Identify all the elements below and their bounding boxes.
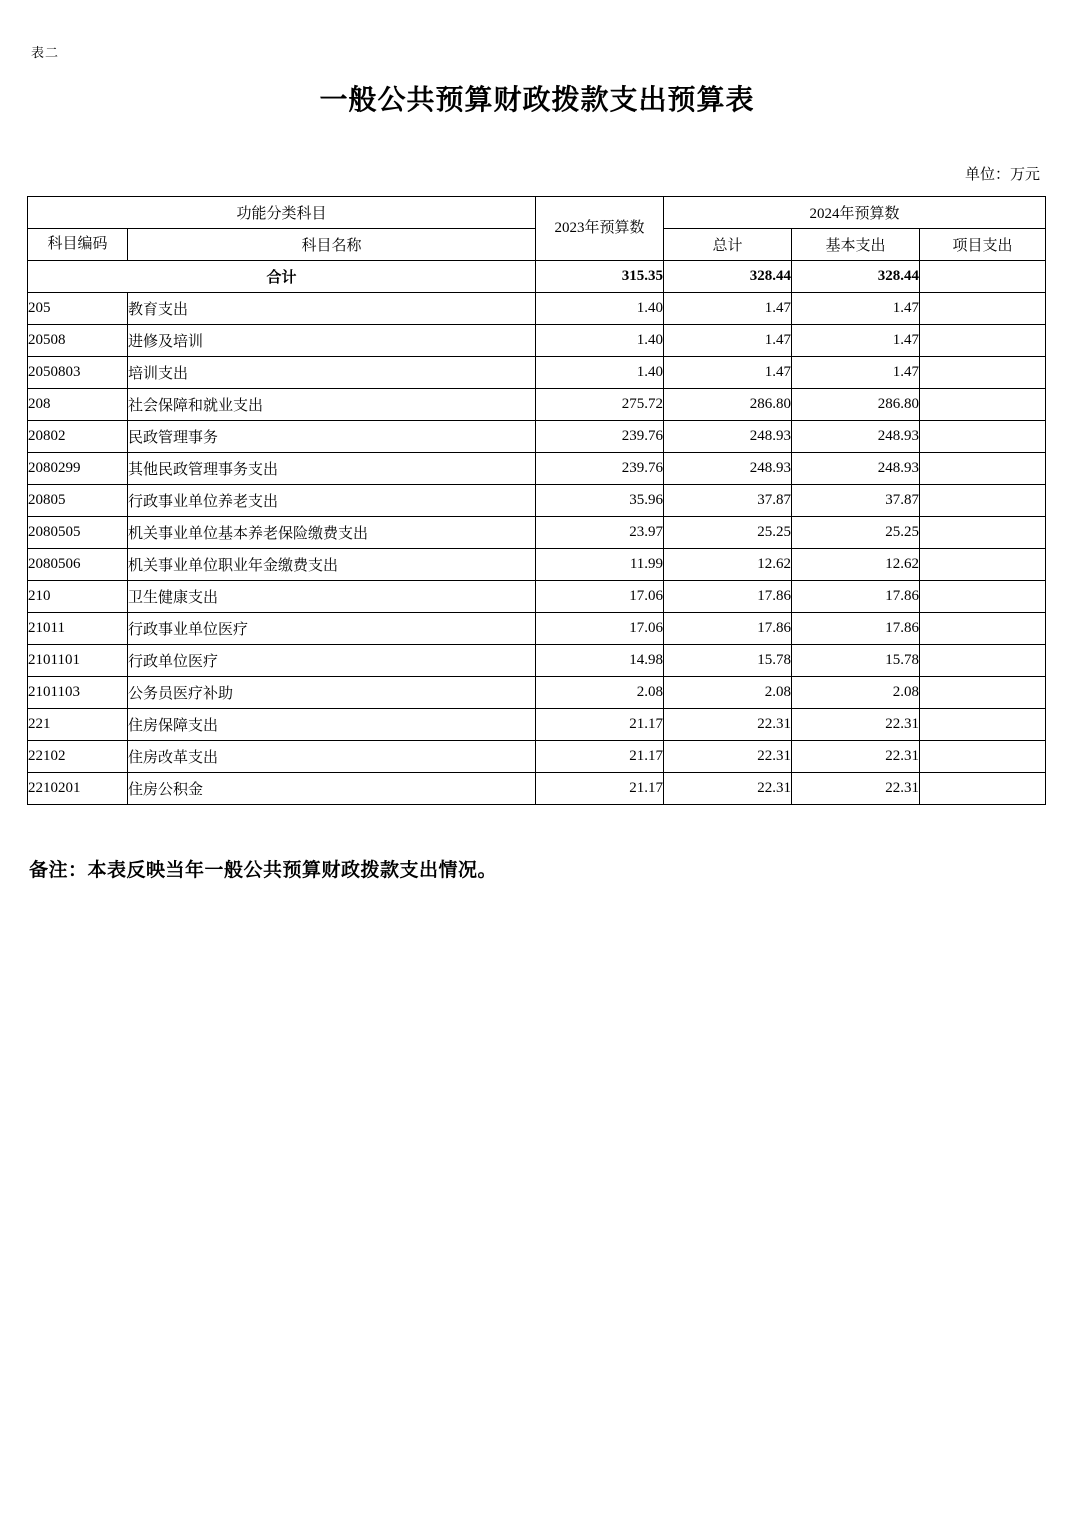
cell-basic: 248.93 [792,421,920,453]
cell-project [920,741,1046,773]
cell-total: 17.86 [664,613,792,645]
page-title: 一般公共预算财政拨款支出预算表 [319,85,755,116]
cell-code: 20508 [28,325,128,357]
cell-name: 教育支出 [128,293,536,325]
cell-basic: 286.80 [792,389,920,421]
cell-project [920,453,1046,485]
cell-basic: 17.86 [792,613,920,645]
cell-name: 机关事业单位职业年金缴费支出 [128,549,536,581]
cell-name: 行政单位医疗 [128,645,536,677]
cell-basic: 1.47 [792,293,920,325]
table-row [28,741,1046,773]
cell-code: 2080505 [28,517,128,549]
total-total: 328.44 [664,261,792,293]
cell-basic: 22.31 [792,773,920,805]
cell-project [920,677,1046,709]
header-year-2024: 2024年预算数 [664,197,1046,229]
table-row [28,421,1046,453]
cell-prev-year: 239.76 [536,421,664,453]
cell-code: 205 [28,293,128,325]
cell-code: 20802 [28,421,128,453]
cell-prev-year: 14.98 [536,645,664,677]
cell-basic: 15.78 [792,645,920,677]
cell-basic: 37.87 [792,485,920,517]
table-row [28,645,1046,677]
cell-project [920,485,1046,517]
table-row [28,485,1046,517]
cell-name: 社会保障和就业支出 [128,389,536,421]
cell-project [920,613,1046,645]
cell-basic: 1.47 [792,325,920,357]
table-row [28,357,1046,389]
cell-total: 22.31 [664,741,792,773]
cell-total: 1.47 [664,357,792,389]
table-row [28,325,1046,357]
cell-total: 1.47 [664,293,792,325]
cell-prev-year: 2.08 [536,677,664,709]
cell-name: 行政事业单位医疗 [128,613,536,645]
table-row [28,293,1046,325]
cell-basic: 25.25 [792,517,920,549]
table-body [28,261,1046,805]
cell-project [920,389,1046,421]
cell-project [920,293,1046,325]
cell-basic: 22.31 [792,709,920,741]
header-total: 总计 [664,229,792,261]
header-functional-category: 功能分类科目 [28,197,536,229]
cell-basic: 17.86 [792,581,920,613]
cell-basic: 2.08 [792,677,920,709]
cell-code: 208 [28,389,128,421]
cell-code: 2080506 [28,549,128,581]
cell-prev-year: 239.76 [536,453,664,485]
cell-prev-year: 23.97 [536,517,664,549]
table-row-total [28,261,1046,293]
cell-prev-year: 21.17 [536,741,664,773]
cell-name: 公务员医疗补助 [128,677,536,709]
table-row [28,549,1046,581]
header-project-expenditure: 项目支出 [920,229,1046,261]
cell-name: 住房保障支出 [128,709,536,741]
cell-project [920,357,1046,389]
table-row [28,709,1046,741]
cell-project [920,325,1046,357]
header-year-2023: 2023年预算数 [536,197,664,261]
cell-project [920,709,1046,741]
cell-code: 20805 [28,485,128,517]
cell-basic: 22.31 [792,741,920,773]
table-row [28,581,1046,613]
cell-prev-year: 1.40 [536,357,664,389]
header-basic-expenditure: 基本支出 [792,229,920,261]
cell-total: 17.86 [664,581,792,613]
cell-name: 培训支出 [128,357,536,389]
cell-prev-year: 17.06 [536,613,664,645]
cell-name: 进修及培训 [128,325,536,357]
cell-code: 21011 [28,613,128,645]
cell-project [920,421,1046,453]
cell-total: 1.47 [664,325,792,357]
table-row [28,613,1046,645]
cell-prev-year: 21.17 [536,773,664,805]
unit-note: 单位：万元 [964,167,1040,183]
cell-project [920,549,1046,581]
cell-name: 行政事业单位养老支出 [128,485,536,517]
cell-name: 机关事业单位基本养老保险缴费支出 [128,517,536,549]
cell-project [920,517,1046,549]
cell-total: 37.87 [664,485,792,517]
cell-total: 2.08 [664,677,792,709]
cell-prev-year: 35.96 [536,485,664,517]
cell-prev-year: 275.72 [536,389,664,421]
cell-prev-year: 21.17 [536,709,664,741]
cell-code: 221 [28,709,128,741]
cell-code: 210 [28,581,128,613]
sheet-label: 表二 [31,45,60,60]
total-prev: 315.35 [536,261,664,293]
cell-total: 286.80 [664,389,792,421]
cell-total: 248.93 [664,453,792,485]
cell-project [920,581,1046,613]
cell-total: 15.78 [664,645,792,677]
cell-total: 12.62 [664,549,792,581]
header-code: 科目编码 [28,229,128,261]
cell-name: 其他民政管理事务支出 [128,453,536,485]
total-label: 合计 [28,261,536,293]
cell-basic: 1.47 [792,357,920,389]
table-note: 备注：本表反映当年一般公共预算财政拨款支出情况。 [29,860,498,881]
cell-prev-year: 1.40 [536,325,664,357]
table-row [28,773,1046,805]
cell-name: 住房改革支出 [128,741,536,773]
cell-code: 2210201 [28,773,128,805]
cell-name: 住房公积金 [128,773,536,805]
header-name: 科目名称 [128,229,536,261]
cell-total: 25.25 [664,517,792,549]
cell-name: 卫生健康支出 [128,581,536,613]
cell-total: 22.31 [664,773,792,805]
cell-prev-year: 11.99 [536,549,664,581]
cell-basic: 248.93 [792,453,920,485]
cell-total: 248.93 [664,421,792,453]
total-project [920,261,1046,293]
cell-prev-year: 1.40 [536,293,664,325]
table-row [28,677,1046,709]
table-row [28,453,1046,485]
cell-project [920,773,1046,805]
cell-code: 22102 [28,741,128,773]
cell-project [920,645,1046,677]
table-row [28,517,1046,549]
cell-prev-year: 17.06 [536,581,664,613]
cell-code: 2080299 [28,453,128,485]
header-row-groups [28,197,1046,229]
cell-name: 民政管理事务 [128,421,536,453]
cell-basic: 12.62 [792,549,920,581]
cell-total: 22.31 [664,709,792,741]
cell-code: 2101103 [28,677,128,709]
budget-table [27,196,1046,805]
table-row [28,389,1046,421]
cell-code: 2050803 [28,357,128,389]
table-head [28,197,1046,261]
cell-code: 2101101 [28,645,128,677]
total-basic: 328.44 [792,261,920,293]
